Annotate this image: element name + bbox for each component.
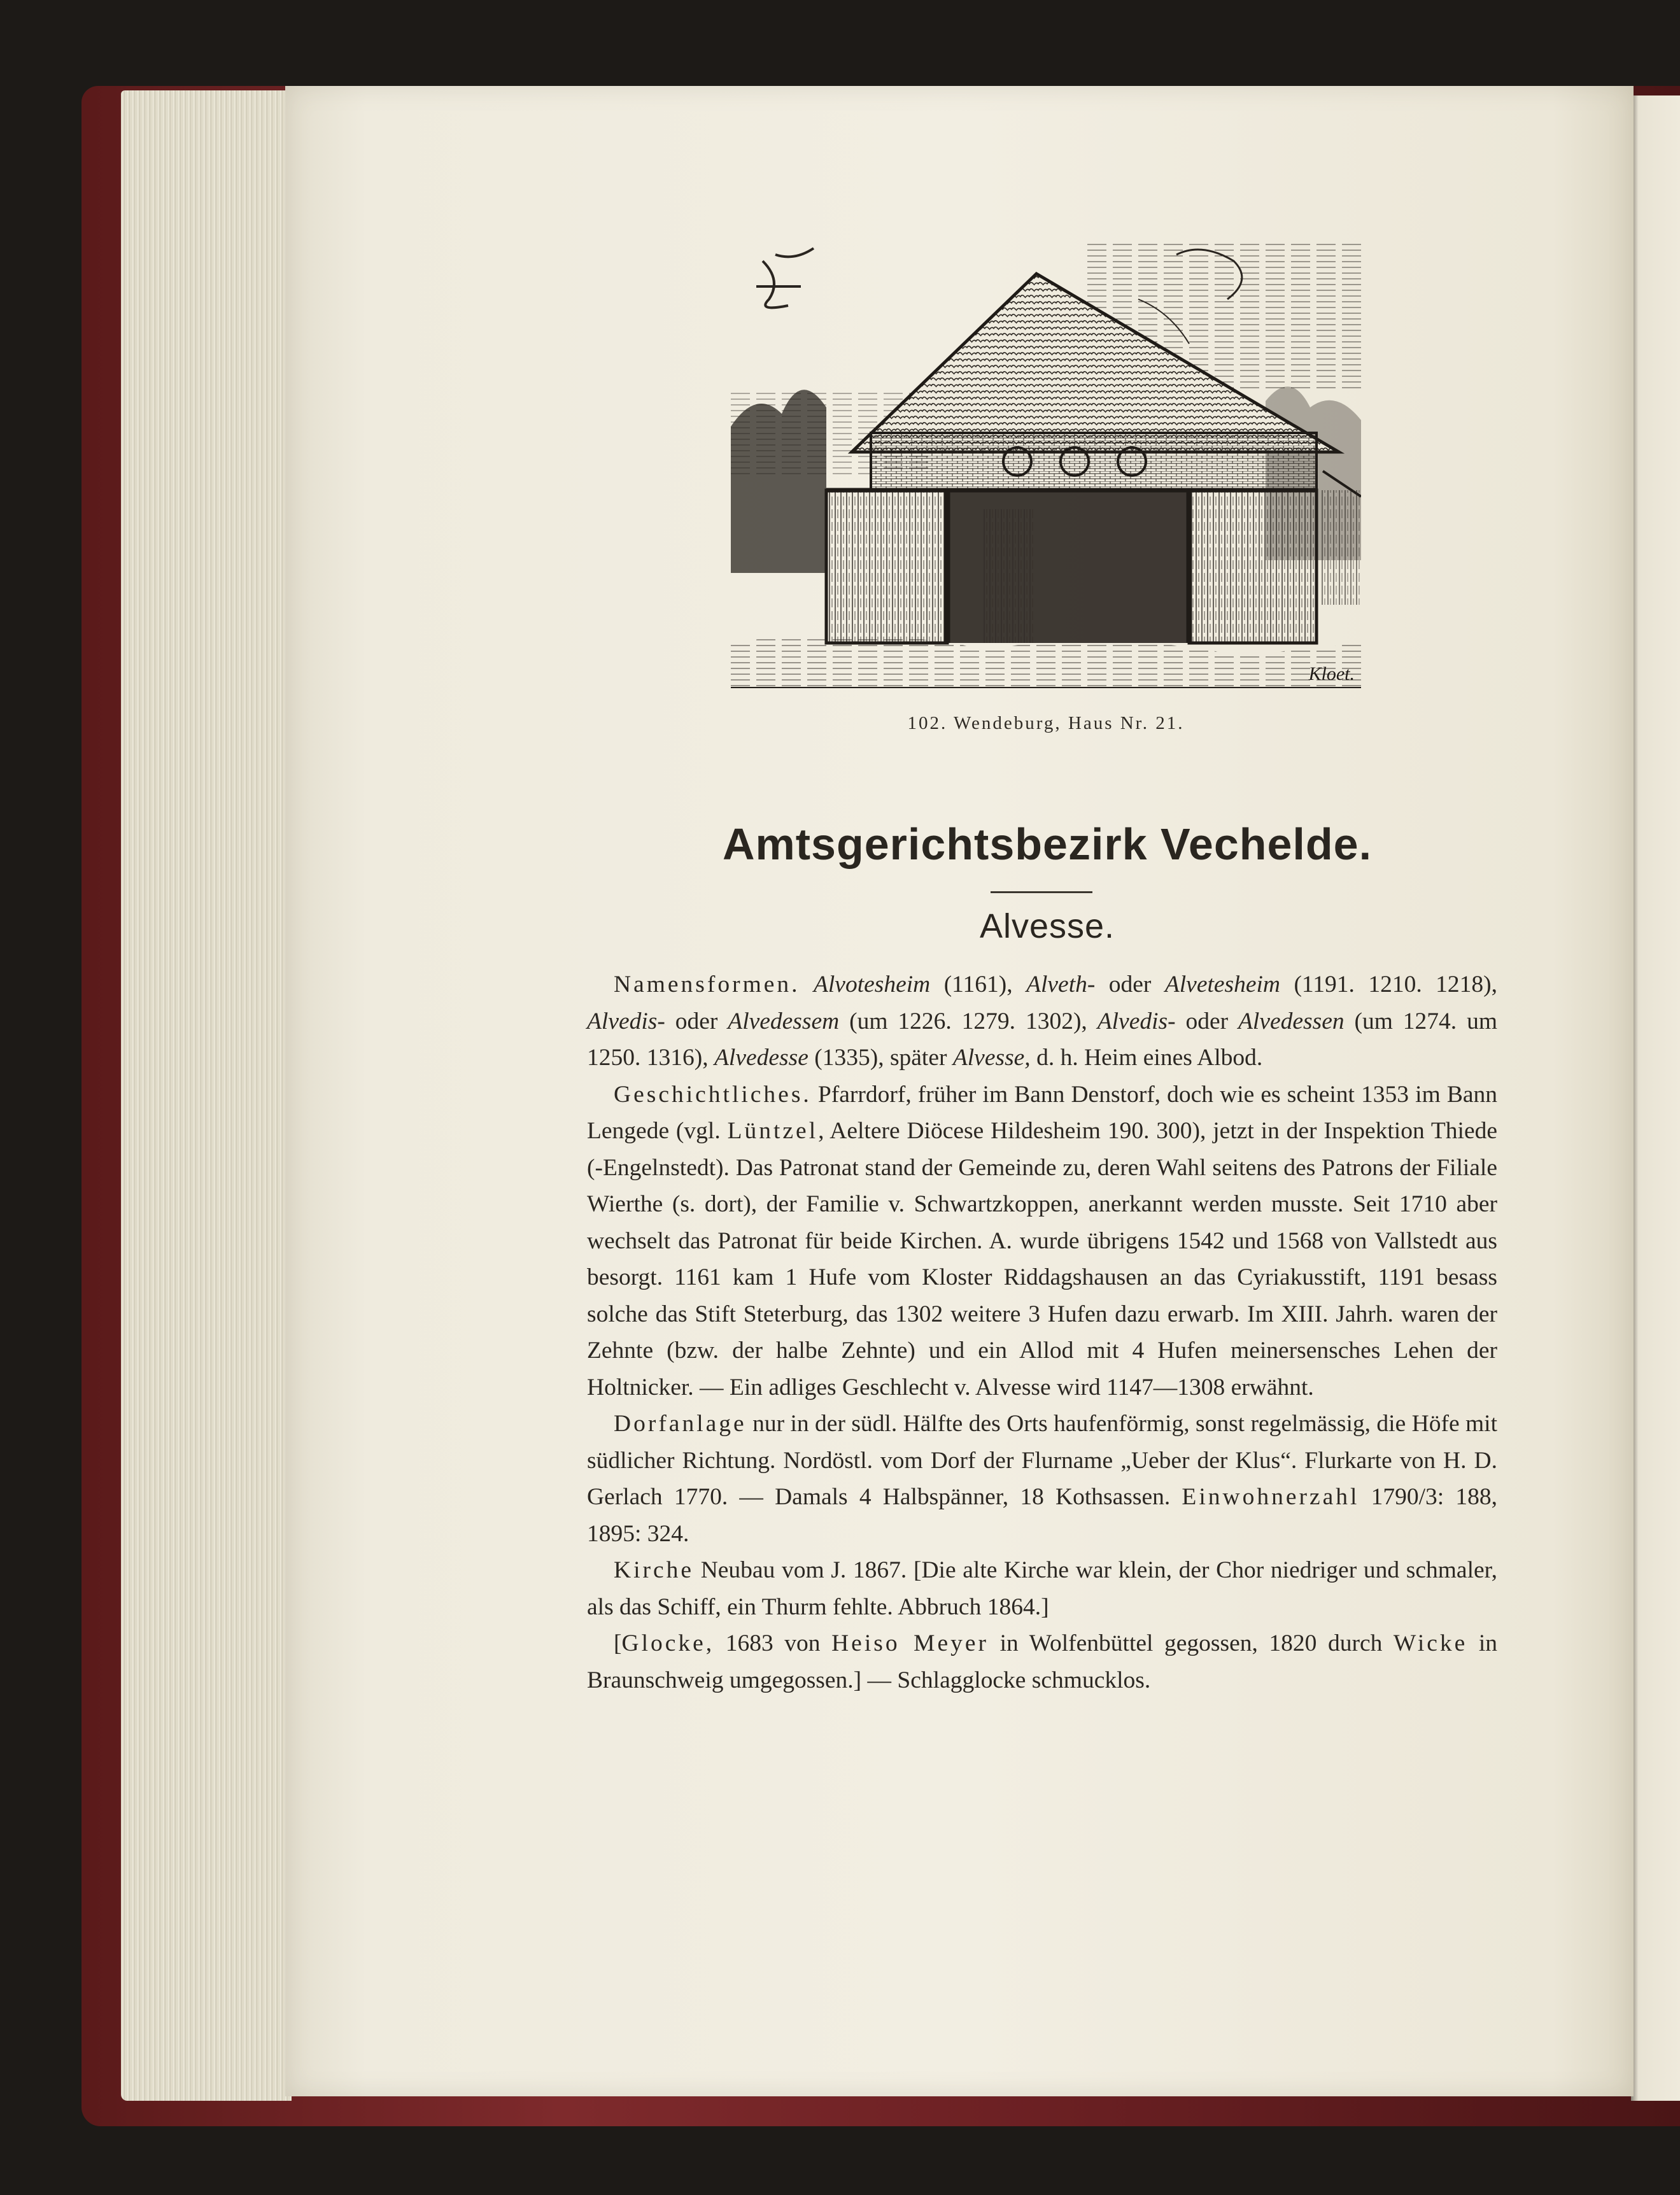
gable-front [871, 433, 1316, 490]
artist-signature: Kloet. [1308, 663, 1355, 684]
village-heading: Alvesse. [979, 907, 1115, 945]
farmhouse-illustration [731, 242, 1361, 700]
next-page-edge [1631, 95, 1680, 2101]
paragraph-label: Namensformen. [614, 971, 800, 998]
page-edges [121, 90, 292, 2101]
barn-walls [826, 471, 1361, 643]
paragraph-namensformen: Namensformen. Alvotesheim (1161), Alveth- oder Alvetesheim (1191. 1210. 1218), Alvedis- oder Alvedessem (um 1226. 1279. 1302), Alvedis- oder Alvedessen (um 1274. um 1250. 1316), Alvedesse (1335), später Alvesse, d. h. Heim eines Albod. [587, 971, 1497, 1071]
paragraph-geschichtliches: Geschichtliches. Pfarrdorf, früher im Bann Denstorf, doch wie es scheint 1353 im Bann Lengede (vgl. Lüntzel, Aeltere Diöcese Hildesheim 190. 300), jetzt in der Inspektion Thiede (-Engelnstedt). Das Patronat stand der Gemeinde zu, deren Wahl seitens des Patrons der Filiale Wierthe (s. dort), der Familie v. Schwartzkoppen, anerkannt werden musste. Seit 1710 aber wechselt das Patronat für beide Kirchen. A. wurde übrigens 1542 und 1568 von Vallstedt aus besorgt. 1161 kam 1 Hufe vom Kloster Riddagshausen an das Cyriakusstift, 1191 besass solche das Stift Steterburg, das 1302 weitere 3 Hufen dazu erwarb. Im XIII. Jahrh. waren der Zehnte (bzw. der halbe Zehnte) und ein Allod mit 4 Hufen meinersensches Lehen der Holtnicker. — Ein adliges Geschlecht v. Alvesse wird 1147—1308 erwähnt. [587, 1081, 1497, 1401]
district-heading: Amtsgerichtsbezirk Vechelde. [722, 819, 1373, 869]
paragraph-label: Dorfanlage [614, 1411, 747, 1437]
heading-divider [991, 891, 1092, 893]
paragraph-kirche: Kirche Neubau vom J. 1867. [Die alte Kirche war klein, der Chor niedriger und schmaler, als das Schiff, ein Thurm fehlte. Abbruch 1864.] [587, 1557, 1497, 1620]
paragraph-dorfanlage: Dorfanlage nur in der südl. Hälfte des Orts haufenförmig, sonst regelmässig, die Höfe mit südlicher Richtung. Nordöstl. vom Dorf der Flurname „Ueber der Klus“. Flurkarte von H. D. Gerlach 1770. — Damals 4 Halbspänner, 18 Kothsassen. Einwohnerzahl 1790/3: 188, 1895: 324. [587, 1411, 1497, 1547]
corner-ornament [756, 248, 814, 307]
paragraph-label: Geschichtliches. [614, 1081, 812, 1108]
article-body [587, 966, 1497, 1698]
paragraph-glocke: [Glocke, 1683 von Heiso Meyer in Wolfenbüttel gegossen, 1820 durch Wicke in Braunschweig umgegossen.] — Schlagglocke schmucklos. [587, 1630, 1498, 1693]
figure-caption: 102. Wendeburg, Haus Nr. 21. [907, 713, 1185, 733]
paragraph-label: Glocke, [621, 1630, 715, 1656]
paragraph-label: Kirche [614, 1557, 695, 1583]
